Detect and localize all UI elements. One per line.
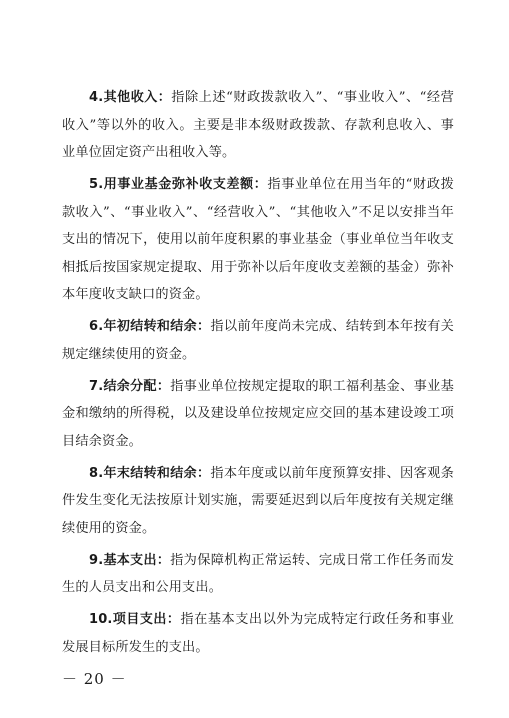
term-project-expenditure: 10.项目支出： (89, 612, 181, 627)
paragraph-opening-balance (62, 313, 454, 368)
document-body (62, 84, 454, 666)
paragraph-surplus-distribution (62, 373, 454, 456)
definition-fund-supplement: 指事业单位在用当年的“财政拨款收入”、“事业收入”、“经营收入”、“其他收入”不足以安排当年支出的情况下，使用以前年度积累的事业基金（事业单位当年收支相抵后按国家规定提取、用于弥补以后年度收支差额的基金）弥补本年度收支缺口的资金。 (62, 177, 454, 302)
page-number: － 20 － (62, 670, 127, 688)
term-other-income: 4.其他收入： (89, 90, 172, 105)
paragraph-basic-expenditure (62, 547, 454, 602)
term-basic-expenditure: 9.基本支出： (89, 552, 171, 568)
definition-surplus-distribution: 指事业单位按规定提取的职工福利基金、事业基金和缴纳的所得税，以及建设单位按规定应交回的基本建设竣工项目结余资金。 (62, 378, 454, 449)
paragraph-other-income (62, 84, 454, 167)
paragraph-fund-supplement (62, 171, 454, 309)
definition-project-expenditure: 指在基本支出以外为完成特定行政任务和事业发展目标所发生的支出。 (62, 612, 455, 655)
definition-closing-balance: 指本年度或以前年度预算安排、因客观条件发生变化无法按原计划实施，需要延迟到以后年度按有关规定继续使用的资金。 (62, 465, 455, 536)
term-fund-supplement: 5.用事业基金弥补收支差额： (89, 177, 268, 192)
definition-opening-balance: 指以前年度尚未完成、结转到本年按有关规定继续使用的资金。 (62, 319, 455, 362)
definition-basic-expenditure: 指为保障机构正常运转、完成日常工作任务而发生的人员支出和公用支出。 (62, 552, 454, 595)
term-closing-balance: 8.年末结转和结余： (89, 465, 211, 481)
paragraph-project-expenditure (62, 606, 454, 661)
paragraph-closing-balance (62, 460, 454, 543)
definition-other-income: 指除上述“财政拨款收入”、“事业收入”、“经营收入”等以外的收入。主要是非本级财政拨款、存款利息收入、事业单位固定资产出租收入等。 (62, 90, 454, 160)
term-opening-balance: 6.年初结转和结余： (89, 319, 211, 334)
term-surplus-distribution: 7.结余分配： (89, 378, 171, 394)
